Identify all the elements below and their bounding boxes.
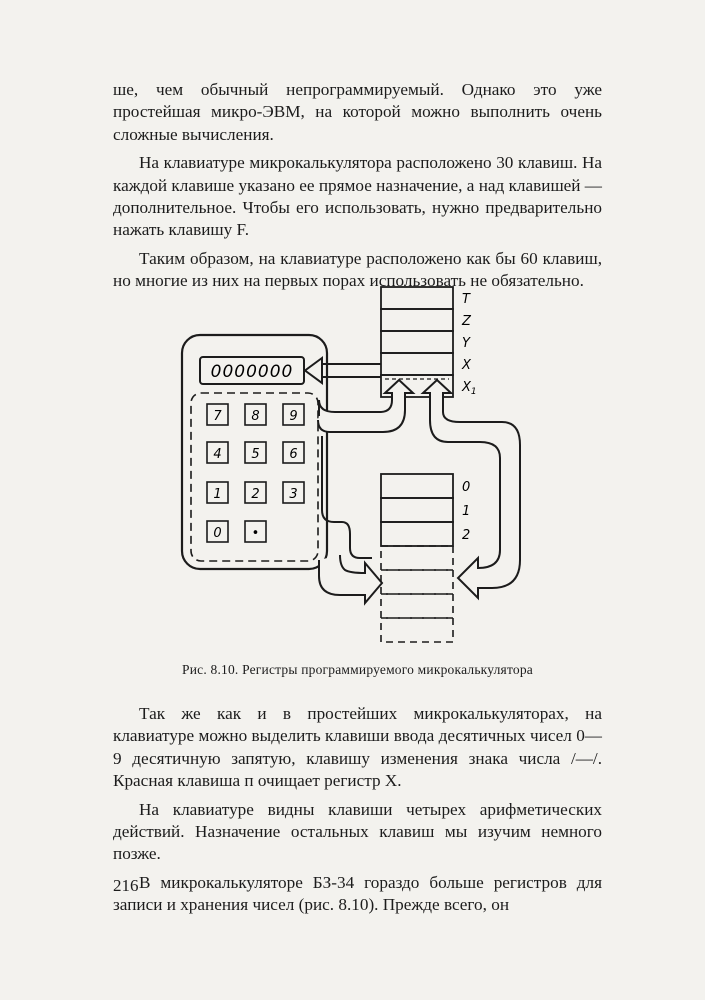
memory-register-label: 0	[462, 480, 471, 495]
display-digits: 0000000	[210, 362, 294, 382]
key-label: •	[251, 526, 260, 541]
memory-register-cell-dashed	[381, 546, 453, 570]
key-label: 9	[289, 409, 298, 424]
memory-register-label: 1	[462, 504, 471, 519]
paragraph: ше, чем обычный непрограммируемый. Однако это уже простейшая микро-ЭВМ, на которой можно выполнить очень сложные вычисления.	[113, 80, 602, 144]
text-block-bottom	[113, 703, 602, 923]
stack-register-label: T	[462, 292, 470, 307]
memory-register-cell	[381, 474, 453, 498]
paragraph: На клавиатуре видны клавиши четырех арифметических действий. Назначение остальных клавиш мы изучим немного позже.	[113, 799, 602, 864]
paragraph: На клавиатуре микрокалькулятора расположено 30 клавиш. На каждой клавише указано ее прямое назначение, а над клавишей — дополнительное. Чтобы его использовать, нужно предварительно нажать клавишу F.	[113, 153, 602, 240]
stack-register-cell	[381, 287, 453, 309]
stack-register-label: Z	[462, 314, 471, 329]
key-label: 4	[213, 447, 222, 462]
key-label: 7	[213, 409, 222, 424]
key-label: 3	[289, 487, 298, 502]
arrow-keyboard-to-memory	[319, 555, 382, 603]
paragraph: Так же как и в простейших микрокалькуляторах, на клавиатуре можно выделить клавиши ввода десятичных чисел 0—9 десятичную запятую, клавишу изменения знака числа /—/. Красная клавиша п очищает регистр X.	[113, 704, 602, 791]
paragraph: В микрокалькуляторе БЗ-34 гораздо больше регистров для записи и хранения чисел (рис. 8.10). Прежде всего, он	[113, 872, 602, 915]
page-number: 216	[113, 876, 139, 895]
figure-caption: Рис. 8.10. Регистры программируемого микрокалькулятора	[182, 662, 533, 677]
arrow-keyboard-to-x1	[318, 380, 413, 432]
memory-register-cell-dashed	[381, 618, 453, 642]
stack-register-label: X	[462, 358, 471, 373]
keys-group	[207, 404, 304, 542]
memory-register-cell-dashed	[381, 594, 453, 618]
key-label: 5	[251, 447, 260, 462]
memory-register-cell	[381, 522, 453, 546]
memory-register-label: 2	[462, 528, 471, 543]
key-label: 2	[251, 487, 260, 502]
key-label: 1	[213, 487, 222, 502]
key-label: 0	[213, 526, 222, 541]
stack-register-cell	[381, 331, 453, 353]
arrow-x1-to-memory	[423, 380, 520, 598]
key-label: 6	[289, 447, 298, 462]
stack-register-cell	[381, 353, 453, 375]
arrow-stack-to-memory-left	[322, 436, 372, 558]
subscript: 1	[470, 387, 477, 397]
stack-register-label: Y	[462, 336, 470, 351]
paragraph: Таким образом, на клавиатуре расположено как бы 60 клавиш, но многие из них на первых порах использовать не обязательно.	[113, 248, 602, 291]
memory-register-cell-dashed	[381, 570, 453, 594]
stack-registers	[381, 287, 477, 397]
memory-registers	[381, 474, 470, 642]
stack-register-label: $X_1$	[462, 380, 477, 397]
memory-register-cell	[381, 498, 453, 522]
arrow-x-to-display	[305, 358, 381, 383]
stack-register-cell	[381, 309, 453, 331]
key-label: 8	[251, 409, 260, 424]
